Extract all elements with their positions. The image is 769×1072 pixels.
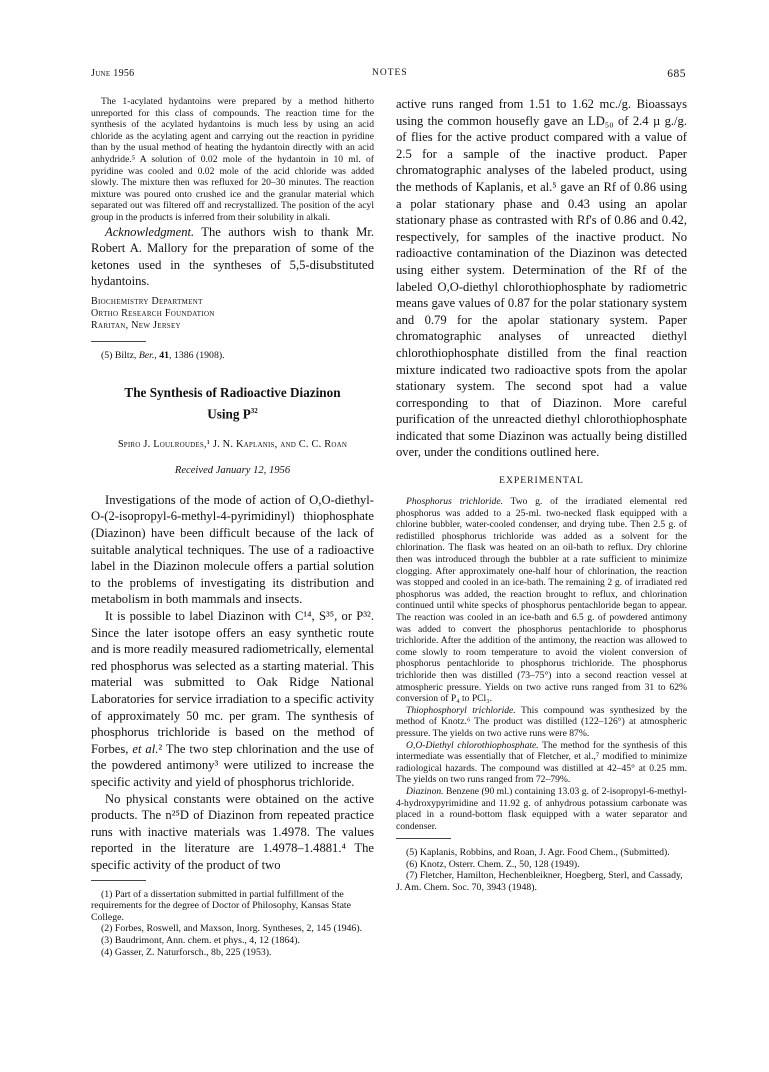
experimental-paragraph bbox=[396, 786, 687, 832]
article-title-line bbox=[91, 402, 374, 423]
affiliation-line: Raritan, New Jersey bbox=[91, 319, 181, 331]
experimental-text: Benzene (90 ml.) containing 13.03 g. of 2-isopropyl-6-methyl-4-hydroxypyrimidine and 11.92 g. of anhydrous potassium carbonate was placed in a round-bottom flask equipped with a water separator and condenser. bbox=[396, 785, 687, 832]
footnote: (7) Fletcher, Hamilton, Hechenbleikner, Hoegberg, Sterl, and Cassady, J. Am. Chem. Soc. 70, 3943 (1948). bbox=[396, 870, 683, 894]
experimental-label: Phosphorus trichloride. bbox=[406, 496, 503, 508]
body-text: It is possible to label Diazinon with C¹⁴, S³⁵, or P³². Since the later isotope offers an easy synthetic route and is more readily measured radiometrically, elemental red phosphorus was selected as a starting material. This material was submitted to Oak Ridge National Laboratories for service irradiation to a specific activity of approximately 50 mc. per gram. The synthesis of phosphorus trichloride is based on the method of Forbes, bbox=[91, 609, 374, 756]
body-paragraph: No physical constants were obtained on the active products. The n²⁵D of Diazinon from repeated practice runs with inactive materials was 1.4978. The values reported in the literature are 1.4978–1.4881.⁴ The specific activity of the product of two bbox=[91, 791, 374, 872]
acknowledgment-paragraph bbox=[91, 224, 374, 290]
body-text-italic: et al. bbox=[132, 741, 159, 756]
footnote: (1) Part of a dissertation submitted in partial fulfillment of the requirements for the degree of Doctor of Philosophy, Kansas State College. bbox=[91, 888, 351, 923]
affiliation-line: Ortho Research Foundation bbox=[91, 307, 215, 319]
experimental-text: The method for the synthesis of this intermediate was essentially that of Fletcher, et al.,⁷ modified to minimize radiological hazards. The compound was distilled at 42–45° at 0.25 mm. The yields on two runs ranged from 72–79%. bbox=[396, 739, 688, 786]
affiliation bbox=[91, 296, 374, 332]
acknowledgment-text: The authors wish to thank Mr. Robert A. Mallory for the preparation of some of the ketones used in the syntheses of 5,5-disubstituted hydantoins. bbox=[91, 224, 374, 289]
page-number: 685 bbox=[667, 68, 686, 80]
experimental-label: O,O-Diethyl chlorothiophosphate. bbox=[406, 739, 539, 751]
footnote-divider bbox=[91, 341, 146, 342]
affiliation-line: Biochemistry Department bbox=[91, 295, 203, 307]
footnote: (2) Forbes, Roswell, and Maxson, Inorg. Syntheses, 2, 145 (1946). bbox=[101, 923, 363, 935]
footnote-text: , 1386 (1908). bbox=[169, 349, 225, 361]
experimental-paragraph bbox=[396, 496, 687, 705]
footnote-divider bbox=[396, 838, 451, 839]
body-paragraph bbox=[91, 608, 374, 791]
footnote-text: (5) Biltz, bbox=[101, 349, 139, 361]
previous-article-footnote: (5) Biltz, Ber., 41, 1386 (1908). bbox=[101, 349, 225, 361]
right-column bbox=[396, 96, 687, 894]
article-title-line: The Synthesis of Radioactive Diazinon bbox=[124, 384, 341, 400]
body-text: ² The two step chlorination and the use of the powdered antimony³ were utilized to increase the specific activity and yield of phosphorus trichloride. bbox=[91, 741, 374, 789]
experimental-paragraph bbox=[396, 740, 687, 786]
footnote-journal: Ber. bbox=[138, 349, 155, 361]
experimental-label: Diazinon. bbox=[406, 785, 444, 797]
footnote-volume: 41 bbox=[159, 349, 170, 361]
experimental-paragraph bbox=[396, 705, 687, 740]
article-authors: Spiro J. Loulroudes,¹ J. N. Kaplanis, and C. C. Roan bbox=[117, 438, 348, 450]
left-column bbox=[91, 96, 374, 958]
footnote-divider bbox=[91, 880, 146, 881]
body-paragraph: Investigations of the mode of action of O,O-diethyl-O-(2-isopropyl-6-methyl-4-pyrimidinyl) thiophosphate (Diazinon) have been difficult because of the lack of suitable analytical techniques. The use of a radioactive label in the Diazinon molecule offers a partial solution to the problems of investigating its distribution and metabolism in both mammals and insects. bbox=[91, 492, 374, 607]
body-paragraph: active runs ranged from 1.51 to 1.62 mc./g. Bioassays using the common housefly gave an LD₅₀ of 2.4 µ g./g. of flies for the active product compared with a value of 2.5 for a sample of the inactive product. Paper chromatographic analyses of the labeled product, using the methods of Kaplanis, et al.⁵ gave an Rf of 0.86 using a polar stationary phase and 0.43 using an apolar stationary phase as contrasted with Rf's of 0.86 and 0.42, respectively, for samples of the inactive product. No radioactive contamination of the Diazinon was detected using either system. Determination of the Rf of the labeled O,O-diethyl chlorothiophosphate by radiometric means gave values of 0.87 for the polar stationary system and 0.79 for the apolar stationary system. Paper chromatographic analyses of unreacted diethyl chlorothiophosphate distilled from the final reaction mixture indicated two radioactive spots from the apolar stationary system. The second spot had a value corresponding to that of Diazinon. More careful purification of the unreacted diethyl chlorothiophosphate indicated that some Diazinon was actually being distilled over, under the conditions outlined here. bbox=[396, 97, 687, 460]
running-header-date: June 1956 bbox=[91, 68, 135, 79]
article-title bbox=[91, 384, 374, 423]
footnote: (4) Gasser, Z. Naturforsch., 8b, 225 (1953). bbox=[101, 946, 272, 958]
acknowledgment-label: Acknowledgment. bbox=[105, 224, 195, 239]
footnote: (5) Kaplanis, Robbins, and Roan, J. Agr. Food Chem., (Submitted). bbox=[406, 847, 670, 859]
experimental-label: Thiophosphoryl trichloride. bbox=[406, 704, 516, 716]
running-header-section: NOTES bbox=[372, 68, 408, 78]
received-date: Received January 12, 1956 bbox=[174, 464, 291, 476]
footnote: (6) Knotz, Osterr. Chem. Z., 50, 128 (1949). bbox=[406, 858, 580, 870]
experimental-text: This compound was synthesized by the method of Knotz.⁶ The product was distilled (122–126°) at atmospheric pressure. The yields on two active runs were 87%. bbox=[396, 704, 687, 739]
section-heading-experimental: EXPERIMENTAL bbox=[499, 475, 584, 487]
previous-article-paragraph: The 1-acylated hydantoins were prepared by a method hitherto unreported for this class of compounds. The reaction time for the synthesis of the acylated hydantoins is much less by using an acid chloride as the acylating agent and carrying out the reaction in pyridine than by the usual method of heating the hydantoin directly with an acid anhydride.⁵ A solution of 0.02 mole of the hydantoin in 10 ml. of pyridine was cooled and 0.02 mole of the acid chloride was added slowly. The mixture then was refluxed for 20–30 minutes. The reaction mixture was poured onto crushed ice and the granular material which separated out was filtered off and recrystallized. The position of the acyl group in the products is inferred from their solubility in alkali. bbox=[91, 96, 374, 223]
article-title-superscript: 32 bbox=[250, 406, 258, 415]
experimental-text: Two g. of the irradiated elemental red phosphorus was added to a 25-ml. two-necked flask equipped with a chlorine bubbler, water-cooled condenser, and drying tube. Then 2.5 g. of redistilled phosphorus trichloride was added as a solvent for the chlorination. The flask was heated on an oil-bath to reflux. Dry chlorine then was introduced through the bubbler at a rate sufficient to minimize clogging. After approximately one-half hour of chlorination, the reaction was stopped and cooled in an ice-bath. The remaining 2 g. of irradiated red phosphorus was added, the reaction brought to reflux, and chlorination continued until white specks of phosphorus pentachloride began to appear. The reaction was cooled in an ice-bath and 6.5 g. of powdered antimony was added to convert the phosphorus pentachloride to phosphorus trichloride. After the addition of the antimony, the reaction was allowed to come slowly to room temperature to avoid the violent conversion of phosphorus pentachloride to phosphorus trichloride. The phosphorus trichloride then was distilled (73–75°) into a second reaction vessel at atmospheric pressure. Yields on two active runs ranged from 31 to 62% conversion of P₄ to PCl₃. bbox=[396, 496, 687, 705]
footnote: (3) Baudrimont, Ann. chem. et phys., 4, 12 (1864). bbox=[101, 934, 300, 946]
article-title-text: Using P bbox=[207, 405, 251, 421]
